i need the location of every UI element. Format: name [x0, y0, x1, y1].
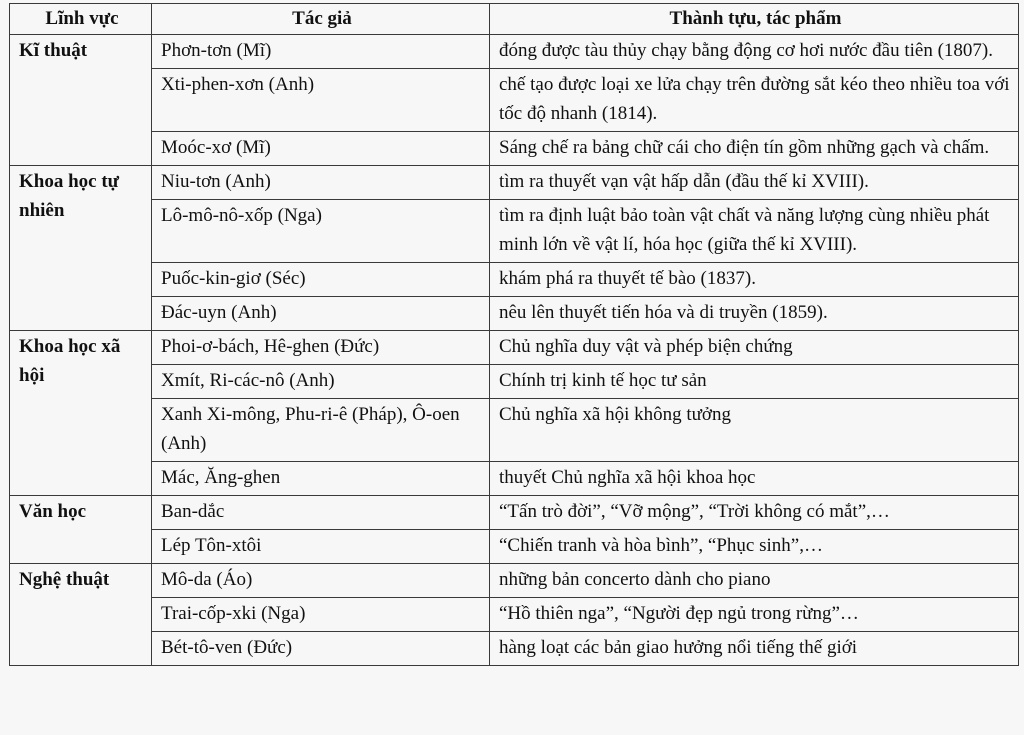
work-cell: Sáng chế ra bảng chữ cái cho điện tín gồm những gạch và chấm.	[490, 132, 1019, 166]
author-cell: Mác, Ăng-ghen	[152, 462, 490, 496]
author-cell: Trai-cốp-xki (Nga)	[152, 598, 490, 632]
table-row	[10, 35, 1019, 69]
author-cell: Xti-phen-xơn (Anh)	[152, 69, 490, 132]
table-row	[10, 365, 1019, 399]
author-cell: Phoi-ơ-bách, Hê-ghen (Đức)	[152, 331, 490, 365]
work-cell: tìm ra định luật bảo toàn vật chất và năng lượng cùng nhiều phát minh lớn về vật lí, hóa học (giữa thế kỉ XVIII).	[490, 200, 1019, 263]
field-cell: Văn học	[10, 496, 152, 564]
work-cell: Chủ nghĩa xã hội không tưởng	[490, 399, 1019, 462]
work-cell: Chính trị kinh tế học tư sản	[490, 365, 1019, 399]
work-cell: nêu lên thuyết tiến hóa và di truyền (1859).	[490, 297, 1019, 331]
work-cell: khám phá ra thuyết tế bào (1837).	[490, 263, 1019, 297]
table-row	[10, 399, 1019, 462]
table-row	[10, 564, 1019, 598]
table-row	[10, 462, 1019, 496]
field-cell: Khoa học xã hội	[10, 331, 152, 496]
author-cell: Mô-da (Áo)	[152, 564, 490, 598]
table-row	[10, 166, 1019, 200]
field-cell: Nghệ thuật	[10, 564, 152, 666]
work-cell: những bản concerto dành cho piano	[490, 564, 1019, 598]
author-cell: Xmít, Ri-các-nô (Anh)	[152, 365, 490, 399]
author-cell: Đác-uyn (Anh)	[152, 297, 490, 331]
field-cell: Kĩ thuật	[10, 35, 152, 166]
table-row	[10, 496, 1019, 530]
author-cell: Ban-dắc	[152, 496, 490, 530]
work-cell: đóng được tàu thủy chạy bằng động cơ hơi nước đầu tiên (1807).	[490, 35, 1019, 69]
work-cell: thuyết Chủ nghĩa xã hội khoa học	[490, 462, 1019, 496]
work-cell: chế tạo được loại xe lửa chạy trên đường sắt kéo theo nhiều toa với tốc độ nhanh (1814).	[490, 69, 1019, 132]
table-body	[10, 35, 1019, 666]
author-cell: Lô-mô-nô-xốp (Nga)	[152, 200, 490, 263]
author-cell: Moóc-xơ (Mĩ)	[152, 132, 490, 166]
table-row	[10, 200, 1019, 263]
table-row	[10, 331, 1019, 365]
table-header	[10, 4, 1019, 35]
work-cell: “Tấn trò đời”, “Vỡ mộng”, “Trời không có mắt”,…	[490, 496, 1019, 530]
work-cell: hàng loạt các bản giao hưởng nổi tiếng thế giới	[490, 632, 1019, 666]
table-row	[10, 263, 1019, 297]
table-row	[10, 132, 1019, 166]
work-cell: tìm ra thuyết vạn vật hấp dẫn (đầu thế kỉ XVIII).	[490, 166, 1019, 200]
header-work: Thành tựu, tác phẩm	[490, 4, 1019, 35]
author-cell: Puốc-kin-giơ (Séc)	[152, 263, 490, 297]
header-row	[10, 4, 1019, 35]
header-author: Tác giả	[152, 4, 490, 35]
work-cell: Chủ nghĩa duy vật và phép biện chứng	[490, 331, 1019, 365]
work-cell: “Hồ thiên nga”, “Người đẹp ngủ trong rừng”…	[490, 598, 1019, 632]
author-cell: Bét-tô-ven (Đức)	[152, 632, 490, 666]
author-cell: Niu-tơn (Anh)	[152, 166, 490, 200]
achievements-table	[9, 3, 1019, 666]
header-field: Lĩnh vực	[10, 4, 152, 35]
table-row	[10, 598, 1019, 632]
table-row	[10, 530, 1019, 564]
field-cell: Khoa học tự nhiên	[10, 166, 152, 331]
author-cell: Phơn-tơn (Mĩ)	[152, 35, 490, 69]
work-cell: “Chiến tranh và hòa bình”, “Phục sinh”,…	[490, 530, 1019, 564]
table-row	[10, 632, 1019, 666]
table-row	[10, 297, 1019, 331]
author-cell: Lép Tôn-xtôi	[152, 530, 490, 564]
table-row	[10, 69, 1019, 132]
author-cell: Xanh Xi-mông, Phu-ri-ê (Pháp), Ô-oen (Anh)	[152, 399, 490, 462]
